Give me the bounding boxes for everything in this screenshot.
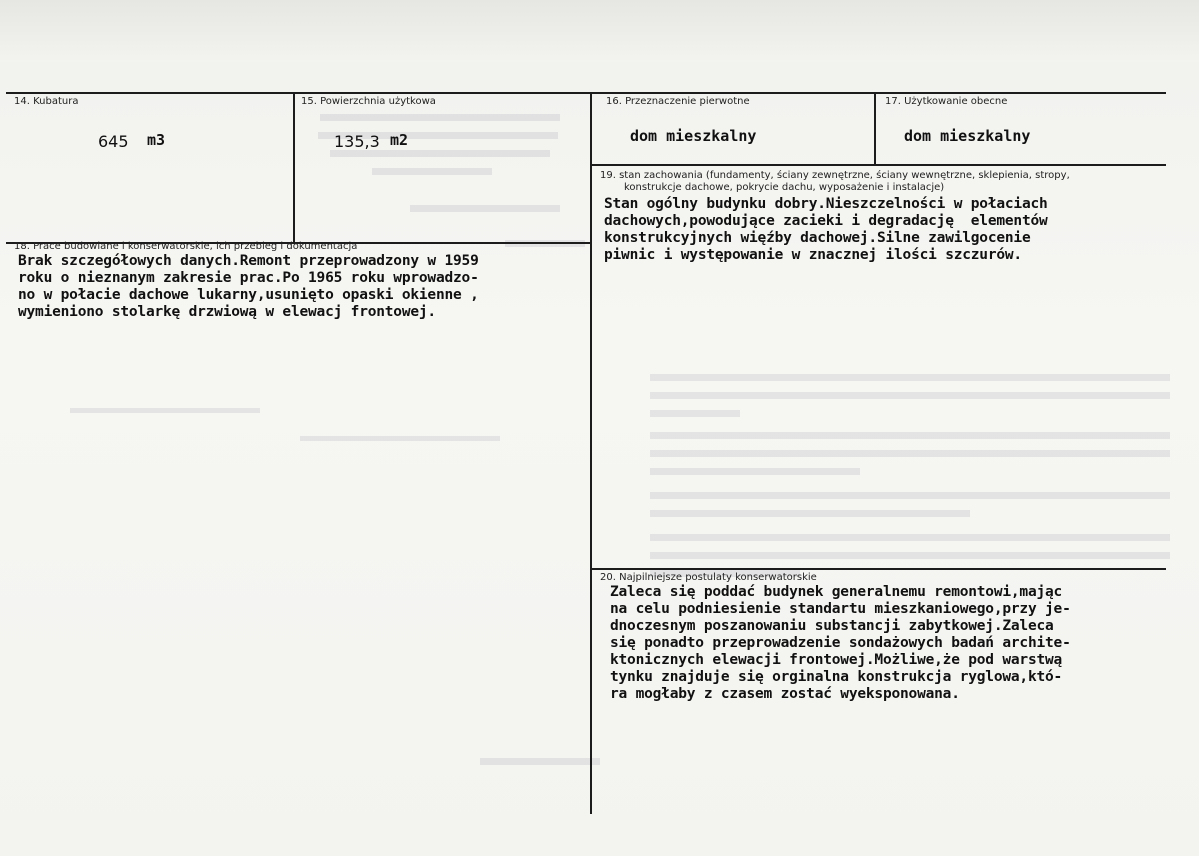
field-20-line: się ponadto przeprowadzenie sondażowych badań archite- <box>610 635 1071 651</box>
field-14-label: 14. Kubatura <box>14 96 79 107</box>
field-17-value: dom mieszkalny <box>904 127 1031 145</box>
field-19-text <box>604 196 1048 264</box>
field-19-label-line2: konstrukcje dachowe, pokrycie dachu, wyposażenie i instalacje) <box>624 182 945 193</box>
field-15-number: 135,3 <box>334 132 380 151</box>
field-20-line: ktonicznych elewacji frontowej.Możliwe,że pod warstwą <box>610 652 1063 668</box>
field-18-line: roku o nieznanym zakresie prac.Po 1965 roku wprowadzo- <box>18 270 479 286</box>
field-20-line: ra mogłaby z czasem zostać wyeksponowana. <box>610 686 960 702</box>
field-20-line: dnoczesnym poszanowaniu substancji zabytkowej.Zaleca <box>610 618 1054 634</box>
field-20-line: tynku znajduje się orginalna konstrukcja ryglowa,któ- <box>610 669 1063 685</box>
rule-under-16-17 <box>592 164 1166 166</box>
field-15-label: 15. Powierzchnia użytkowa <box>301 96 436 107</box>
divider-16-17 <box>874 92 876 164</box>
field-19-line: Stan ogólny budynku dobry.Nieszczelności w połaciach <box>604 196 1048 212</box>
field-15-unit: m2 <box>390 131 409 149</box>
field-18-line: no w połacie dachowe lukarny,usunięto opaski okienne , <box>18 287 479 303</box>
field-14-number: 645 <box>98 132 129 151</box>
field-20-label: 20. Najpilniejsze postulaty konserwatorskie <box>600 572 817 583</box>
field-20-line: Zaleca się poddać budynek generalnemu remontowi,mając <box>610 584 1063 600</box>
field-19-line: piwnic i występowanie w znacznej ilości szczurów. <box>604 247 1022 263</box>
field-19-line: konstrukcyjnych więźby dachowej.Silne zawilgocenie <box>604 230 1031 246</box>
field-14-unit: m3 <box>147 131 166 149</box>
field-17-label: 17. Użytkowanie obecne <box>885 96 1008 107</box>
field-20-line: na celu podniesienie standartu mieszkaniowego,przy je- <box>610 601 1071 617</box>
field-19-line: dachowych,powodujące zacieki i degradację elementów <box>604 213 1048 229</box>
field-18-line: wymieniono stolarkę drzwiową w elewacj frontowej. <box>18 304 436 320</box>
field-20-text <box>610 584 1071 703</box>
rule-above-20 <box>592 568 1166 570</box>
field-16-value: dom mieszkalny <box>630 127 757 145</box>
field-19-label-line1: 19. stan zachowania (fundamenty, ściany zewnętrzne, ściany wewnętrzne, sklepienia, stropy, <box>600 170 1070 181</box>
top-rule <box>6 92 1166 94</box>
field-16-label: 16. Przeznaczenie pierwotne <box>606 96 750 107</box>
divider-center <box>590 92 592 814</box>
field-18-line: Brak szczegółowych danych.Remont przeprowadzony w 1959 <box>18 253 479 269</box>
divider-14-15 <box>293 92 295 244</box>
field-18-text <box>18 253 479 321</box>
field-18-label: 18. Prace budowlane i konserwatorskie, ich przebieg i dokumentacja <box>14 241 358 252</box>
